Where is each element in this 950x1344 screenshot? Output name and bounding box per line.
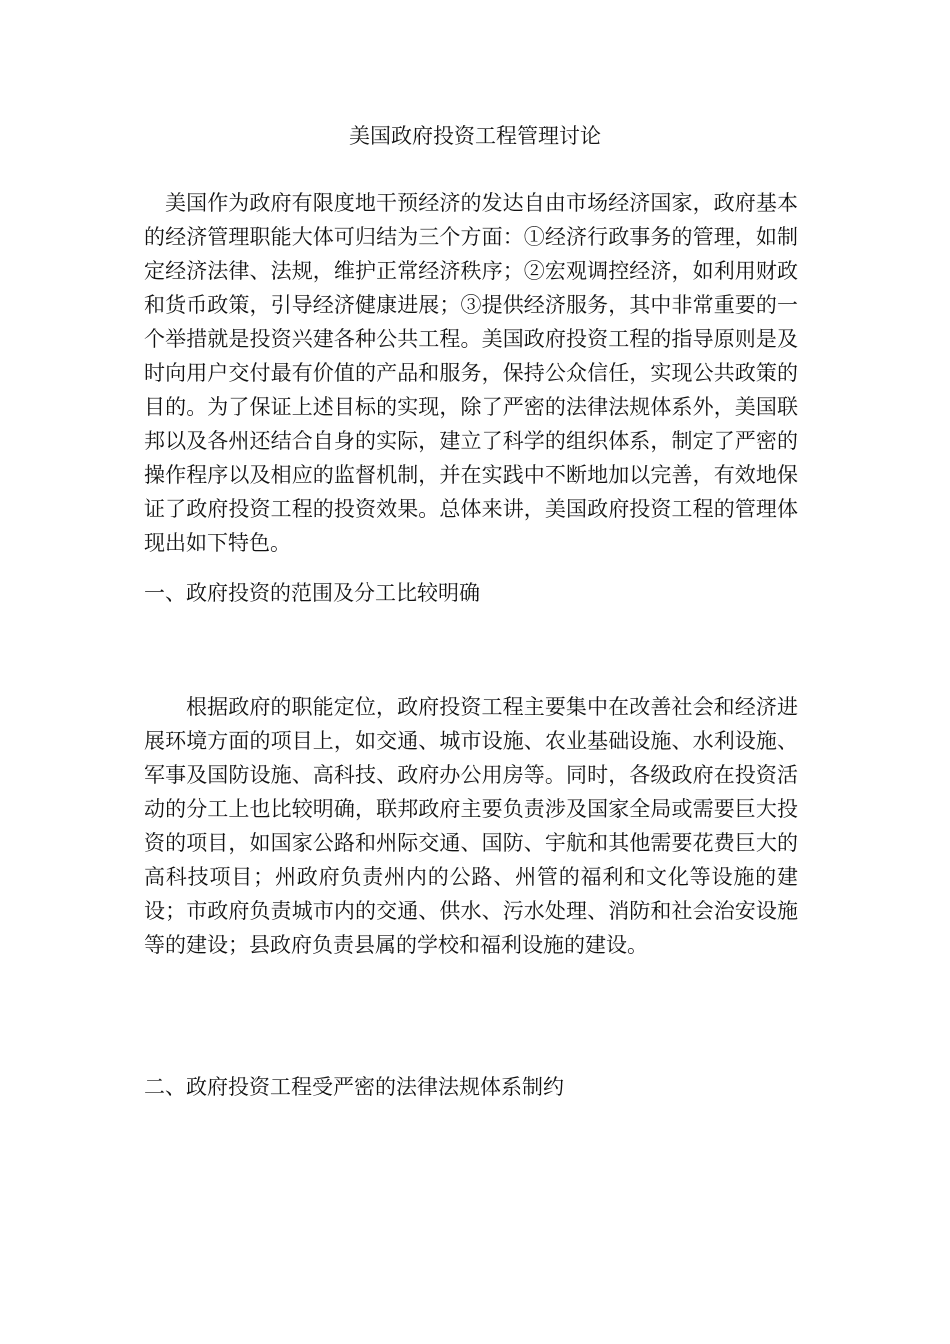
section-1-paragraph: 根据政府的职能定位，政府投资工程主要集中在改善社会和经济进展环境方面的项目上，如交通、城市设施、农业基础设施、水利设施、军事及国防设施、高科技、政府办公用房等。同时，各级政府在投资活动的分工上也比较明确，联邦政府主要负责涉及国家全局或需要巨大投资的项目，如国家公路和州际交通、国防、宇航和其他需要花费巨大的高科技项目；州政府负责州内的公路、州管的福利和文化等设施的建设；市政府负责城市内的交通、供水、污水处理、消防和社会治安设施等的建设；县政府负责县属的学校和福利设施的建设。 [144,695,798,957]
section-1-heading: 一、政府投资的范围及分工比较明确 [144,581,480,605]
section-2-heading: 二、政府投资工程受严密的法律法规体系制约 [144,1075,564,1099]
intro-paragraph: 美国作为政府有限度地干预经济的发达自由市场经济国家，政府基本的经济管理职能大体可归结为三个方面：①经济行政事务的管理，如制定经济法律、法规，维护正常经济秩序；②宏观调控经济，如利用财政和货币政策，引导经济健康进展；③提供经济服务，其中非常重要的一个举措就是投资兴建各种公共工程。美国政府投资工程的指导原则是及时向用户交付最有价值的产品和服务，保持公众信任，实现公共政策的目的。为了保证上述目标的实现，除了严密的法律法规体系外，美国联邦以及各州还结合自身的实际，建立了科学的组织体系，制定了严密的操作程序以及相应的监督机制，并在实践中不断地加以完善，有效地保证了政府投资工程的投资效果。总体来讲，美国政府投资工程的管理体现出如下特色。 [144,191,798,555]
document-title: 美国政府投资工程管理讨论 [349,124,601,148]
